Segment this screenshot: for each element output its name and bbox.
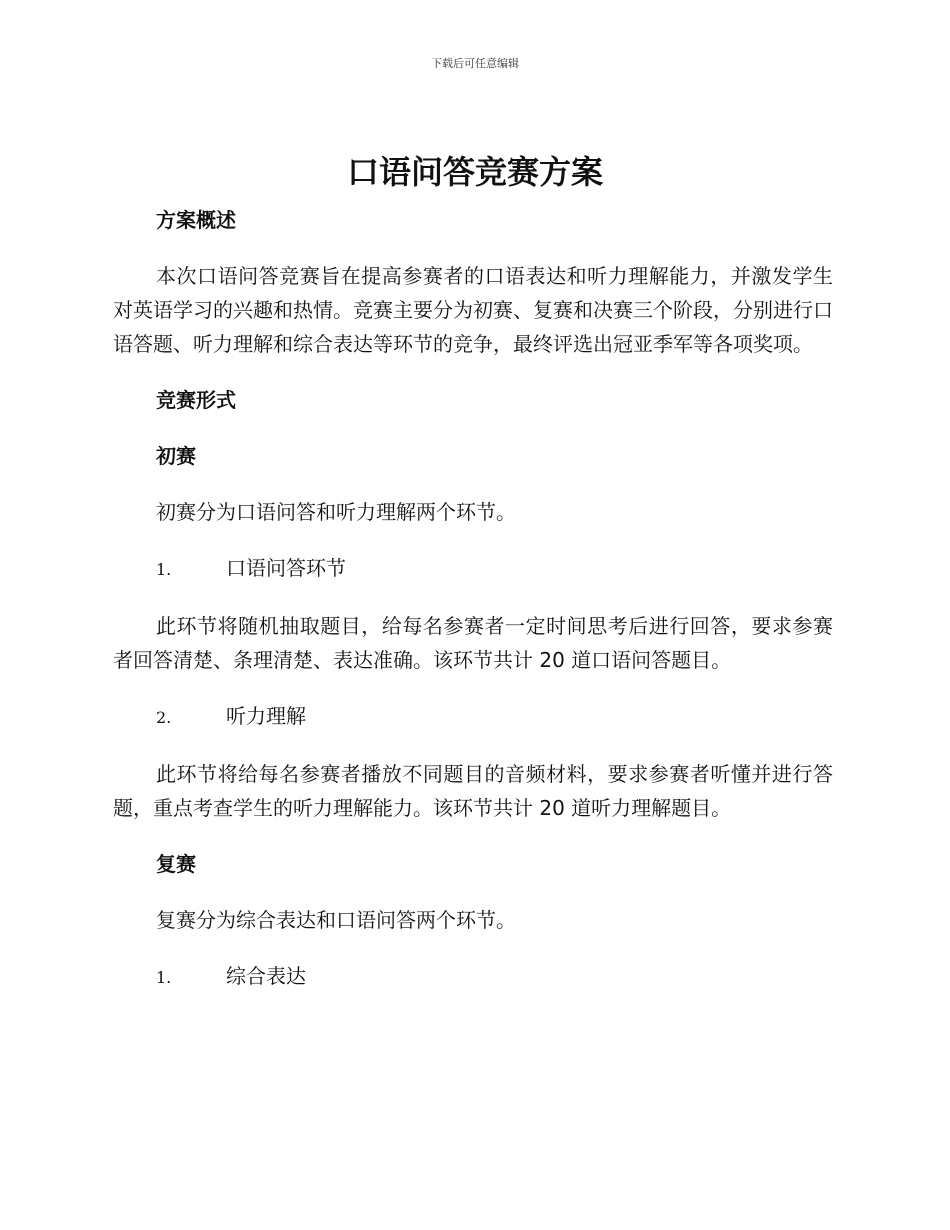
list-item-title: 综合表达 [226,964,306,988]
section-heading-overview: 方案概述 [156,208,236,232]
page-title: 口语问答竞赛方案 [346,153,603,191]
section-heading-semi: 复赛 [156,852,196,876]
paragraph-overview: 本次口语问答竞赛旨在提高参赛者的口语表达和听力理解能力，并激发学生对英语学习的兴趣和热情。竞赛主要分为初赛、复赛和决赛三个阶段，分别进行口语答题、听力理解和综合表达等环节的竞争，最终评选出冠亚季军等各项奖项。 [113,264,833,356]
header-note: 下载后可任意编辑 [431,57,519,70]
list-number: 1. [156,560,172,579]
list-item-prelim-2 [113,699,833,735]
section-heading-format: 竞赛形式 [156,388,236,412]
document-body [113,203,833,1017]
list-item-semi-1 [113,959,833,995]
list-item-prelim-1 [113,551,833,587]
list-item-title: 听力理解 [226,704,306,728]
paragraph-prelim-intro: 初赛分为口语问答和听力理解两个环节。 [156,500,516,524]
paragraph-prelim-item1: 此环节将随机抽取题目，给每名参赛者一定时间思考后进行回答，要求参赛者回答清楚、条理清楚、表达准确。该环节共计 20 道口语问答题目。 [113,614,833,672]
paragraph-prelim-item2: 此环节将给每名参赛者播放不同题目的音频材料，要求参赛者听懂并进行答题，重点考查学生的听力理解能力。该环节共计 20 道听力理解题目。 [113,762,833,820]
paragraph-semi-intro: 复赛分为综合表达和口语问答两个环节。 [156,908,516,932]
list-number: 2. [156,708,172,727]
list-item-title: 口语问答环节 [226,556,346,580]
list-number: 1. [156,968,172,987]
section-heading-prelim: 初赛 [156,444,196,468]
